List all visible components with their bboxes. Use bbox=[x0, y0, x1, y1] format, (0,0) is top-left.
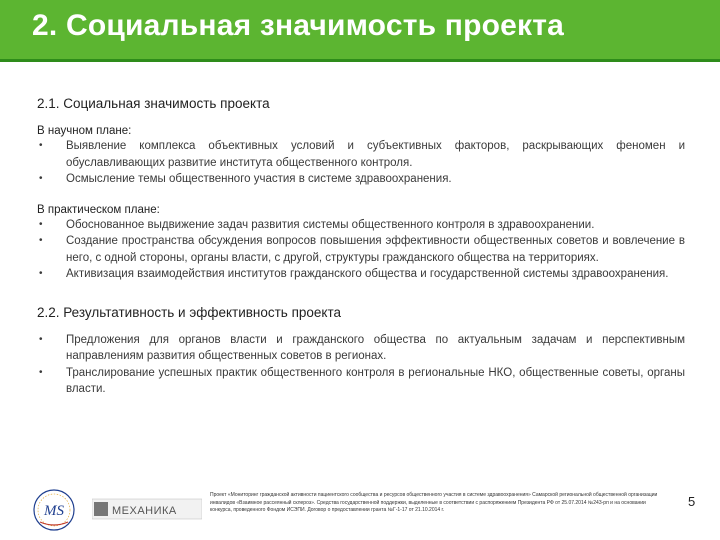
title-underline bbox=[0, 59, 720, 62]
list-item-text: Выявление комплекса объективных условий и субъективных факторов, раскрывающих феномен и обуславливающих развитие института общественного контроля. bbox=[66, 140, 685, 169]
mechanika-logo-icon bbox=[92, 496, 202, 522]
bullet-icon: • bbox=[39, 218, 43, 230]
list-item-text: Создание пространства обсуждения вопросов повышения эффективности общественных советов и вовлечение в него, с одной стороны, органы власти, с другой, структуры гражданского общества на территориях. bbox=[66, 235, 685, 264]
practical-list bbox=[37, 217, 685, 283]
bullet-icon: • bbox=[39, 268, 43, 279]
list-item-text: Транслирование успешных практик общественного контроля в региональные НКО, общественные советы, органы власти. bbox=[66, 366, 685, 395]
scientific-list bbox=[37, 138, 685, 188]
svg-text:MS: MS bbox=[44, 503, 64, 519]
list-item-text: Предложения для органов власти и гражданского общества по актуальным задачам и перспективным направлениям развития общественных советов в регионах. bbox=[66, 333, 685, 362]
scientific-heading: В научном плане: bbox=[37, 125, 132, 137]
list-item bbox=[37, 171, 685, 188]
grant-footnote: Проект «Мониторинг гражданской активности пациентского сообщества и ресурсов общественного участия в системе здравоохранения» Самарской региональной общественной организации инвалидов «Взаимное рассеянный склероз». Средства государственной поддержки, выделенные в соответствии с распоряжением Президента РФ от 25.07.2014 №243-рп и на основании конкурса, проведенного Фондом ИСЭПИ. Договор о предоставлении гранта №Г-1-17 от 21.10.2014 г. bbox=[210, 492, 658, 513]
section1-title: 2.1. Социальная значимость проекта bbox=[37, 96, 270, 111]
list-item-text: Активизация взаимодействия институтов гражданского общества и государственной системы здравоохранения. bbox=[66, 268, 669, 280]
title-bar bbox=[0, 0, 720, 62]
list-item bbox=[37, 266, 685, 283]
ms-logo-icon bbox=[32, 488, 76, 532]
page-number: 5 bbox=[688, 494, 696, 509]
slide-content bbox=[37, 96, 685, 398]
bullet-icon: • bbox=[39, 366, 43, 378]
list-item bbox=[37, 332, 685, 365]
list-item bbox=[37, 365, 685, 398]
results-list bbox=[37, 332, 685, 398]
bullet-icon: • bbox=[39, 333, 43, 345]
list-item bbox=[37, 233, 685, 266]
list-item bbox=[37, 217, 685, 234]
section2-title: 2.2. Результативность и эффективность проекта bbox=[37, 304, 342, 320]
list-item-text: Обоснованное выдвижение задач развития системы общественного контроля в здравоохранении. bbox=[66, 218, 595, 231]
list-item bbox=[37, 138, 685, 171]
bullet-icon: • bbox=[39, 140, 43, 151]
slide-footer bbox=[0, 480, 720, 540]
svg-text:МЕХАНИКА: МЕХАНИКА bbox=[112, 505, 177, 517]
practical-heading: В практическом плане: bbox=[37, 203, 160, 216]
bullet-icon: • bbox=[39, 235, 43, 246]
bullet-icon: • bbox=[39, 173, 43, 184]
list-item-text: Осмысление темы общественного участия в системе здравоохранения. bbox=[66, 173, 452, 185]
slide-title: 2. Социальная значимость проекта bbox=[32, 9, 565, 42]
